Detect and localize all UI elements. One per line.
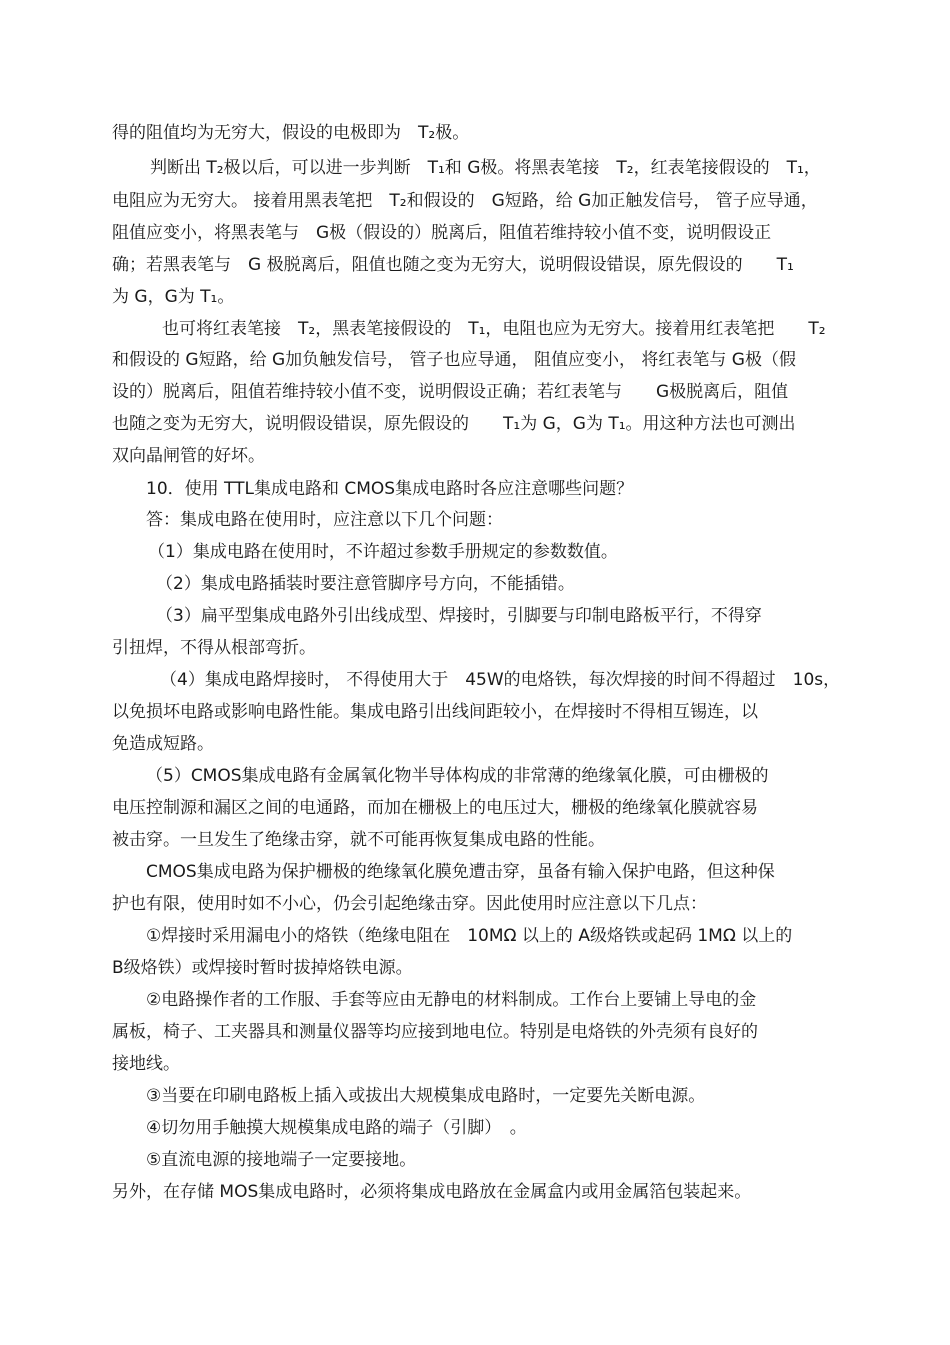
text-line: 引扭焊，不得从根部弯折。 (112, 638, 316, 658)
list-item: （1）集成电路在使用时，不许超过参数手册规定的参数数值。 (148, 542, 618, 562)
text-line: 护也有限，使用时如不小心，仍会引起绝缘击穿。因此使用时应注意以下几点： (112, 894, 707, 914)
text-line: 被击穿。一旦发生了绝缘击穿，就不可能再恢复集成电路的性能。 (112, 830, 605, 850)
text-line: 双向晶闸管的好坏。 (112, 446, 265, 466)
text-line: 为 G，G为 T₁。 (112, 287, 235, 307)
list-item: ③当要在印刷电路板上插入或拔出大规模集成电路时，一定要先关断电源。 (146, 1086, 706, 1106)
list-item: （4）集成电路焊接时， 不得使用大于 45W的电烙铁，每次焊接的时间不得超过 10s， (160, 670, 841, 690)
list-item: ⑤直流电源的接地端子一定要接地。 (146, 1150, 417, 1170)
list-item: （3）扁平型集成电路外引出线成型、焊接时，引脚要与印制电路板平行，不得穿 (156, 606, 762, 626)
text-line: 免造成短路。 (112, 734, 214, 754)
list-item: （5）CMOS集成电路有金属氧化物半导体构成的非常薄的绝缘氧化膜，可由栅极的 (146, 766, 769, 786)
text-line: 得的阻值均为无穷大，假设的电极即为 T₂极。 (112, 123, 470, 143)
text-line: 阻值应变小，将黑表笔与 G极（假设的）脱离后，阻值若维持较小值不变，说明假设正 (112, 223, 772, 243)
question-heading: 10．使用 TTL集成电路和 CMOS集成电路时各应注意哪些问题？ (146, 479, 634, 499)
text-line: 确；若黑表笔与 G 极脱离后，阻值也随之变为无穷大，说明假设错误，原先假设的 T₁ (112, 255, 794, 275)
text-line: 电压控制源和漏区之间的电通路，而加在栅极上的电压过大，栅极的绝缘氧化膜就容易 (112, 798, 758, 818)
text-line: 判断出 T₂极以后，可以进一步判断 T₁和 G极。将黑表笔接 T₂，红表笔接假设的 T₁， (150, 158, 821, 178)
list-item: ①焊接时采用漏电小的烙铁（绝缘电阻在 10MΩ 以上的 A级烙铁或起码 1MΩ 以上的 (146, 926, 793, 946)
text-line: 设的）脱离后，阻值若维持较小值不变，说明假设正确；若红表笔与 G极脱离后，阻值 (112, 382, 789, 402)
list-item: （2）集成电路插装时要注意管脚序号方向，不能插错。 (156, 574, 575, 594)
text-line: 电阻应为无穷大。 接着用黑表笔把 T₂和假设的 G短路，给 G加正触发信号， 管子应导通， (112, 191, 818, 211)
text-line: B级烙铁）或焊接时暂时拔掉烙铁电源。 (112, 958, 413, 978)
list-item: ④切勿用手触摸大规模集成电路的端子（引脚） 。 (146, 1118, 527, 1138)
text-line: 答：集成电路在使用时，应注意以下几个问题： (146, 510, 503, 530)
list-item: ②电路操作者的工作服、手套等应由无静电的材料制成。工作台上要铺上导电的金 (146, 990, 757, 1010)
text-line: CMOS集成电路为保护栅极的绝缘氧化膜免遭击穿，虽备有输入保护电路，但这种保 (146, 862, 775, 882)
text-line: 属板，椅子、工夹器具和测量仪器等均应接到地电位。特别是电烙铁的外壳须有良好的 (112, 1022, 758, 1042)
text-line: 和假设的 G短路，给 G加负触发信号， 管子也应导通， 阻值应变小， 将红表笔与 G极（假 (112, 350, 796, 370)
text-line: 以免损坏电路或影响电路性能。集成电路引出线间距较小，在焊接时不得相互锡连，以 (112, 702, 758, 722)
text-line: 也随之变为无穷大，说明假设错误，原先假设的 T₁为 G，G为 T₁。用这种方法也可测出 (112, 414, 796, 434)
text-line: 另外，在存储 MOS集成电路时，必须将集成电路放在金属盒内或用金属箔包装起来。 (112, 1182, 752, 1202)
text-line: 也可将红表笔接 T₂，黑表笔接假设的 T₁，电阻也应为无穷大。接着用红表笔把 T₂ (162, 319, 826, 339)
text-line: 接地线。 (112, 1054, 180, 1074)
